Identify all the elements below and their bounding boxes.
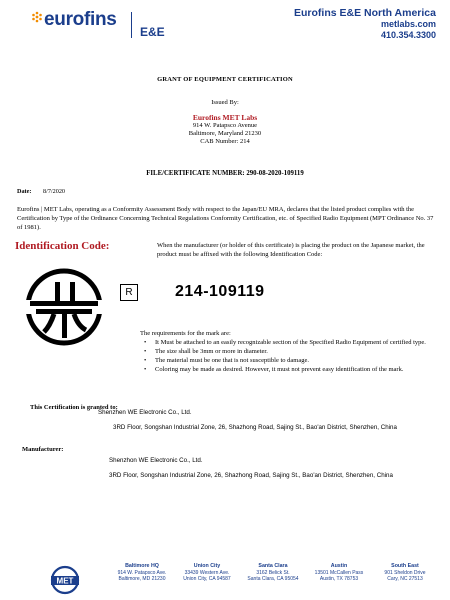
website-link[interactable]: metlabs.com bbox=[380, 19, 436, 29]
issuer-block bbox=[0, 114, 450, 146]
issuer-address1: 914 W. Patapsco Avenue bbox=[192, 122, 258, 129]
identification-heading: Identification Code: bbox=[15, 240, 110, 252]
office-south-east bbox=[370, 563, 440, 583]
office-baltimore bbox=[107, 563, 177, 583]
list-item: • Coloring may be made as desired. However, it must not prevent easy identification of the mark. bbox=[142, 365, 434, 374]
office-name: South East bbox=[391, 563, 419, 569]
issuer-address2: Baltimore, Maryland 21230 bbox=[188, 130, 262, 137]
header-contact bbox=[294, 8, 436, 41]
logo-divider bbox=[131, 12, 132, 38]
manufacturer-address: 3RD Floor, Songshan Industrial Zone, 26, Shazhong Road, Sajing St., Bao'an District, Shenzhen, China bbox=[109, 472, 393, 479]
office-line2: Baltimore, MD 21230 bbox=[118, 576, 166, 582]
issuer-name: Eurofins MET Labs bbox=[192, 113, 258, 122]
issuer-cab: CAB Number: 214 bbox=[200, 138, 250, 145]
office-austin bbox=[304, 563, 374, 583]
requirements-heading: The requirements for the mark are: bbox=[140, 330, 231, 337]
office-line2: Union City, CA 94587 bbox=[183, 576, 231, 582]
eurofins-logo-icon bbox=[31, 11, 43, 23]
met-logo-text: MET bbox=[56, 576, 74, 586]
office-union-city bbox=[172, 563, 242, 583]
office-line2: Austin, TX 78753 bbox=[319, 576, 359, 582]
office-line1: 13501 McCallen Pass bbox=[314, 569, 364, 576]
office-name: Union City bbox=[193, 563, 221, 569]
phone-number: 410.354.3300 bbox=[380, 30, 436, 40]
date-label: Date: bbox=[17, 188, 32, 195]
office-line2: Santa Clara, CA 95054 bbox=[247, 576, 299, 582]
met-logo-icon bbox=[48, 565, 82, 595]
office-line1: 3162 Belick St. bbox=[256, 569, 290, 576]
office-name: Santa Clara bbox=[258, 563, 288, 569]
document-title: GRANT OF EQUIPMENT CERTIFICATION bbox=[157, 76, 293, 83]
company-name: Eurofins E&E North America bbox=[294, 7, 436, 19]
office-name: Baltimore HQ bbox=[125, 563, 159, 569]
identification-code: 214-109119 bbox=[175, 283, 265, 300]
certificate-number: FILE/CERTIFICATE NUMBER: 290-08-2020-109119 bbox=[146, 170, 304, 177]
identification-text: When the manufacturer (or holder of this certificate) is placing the product on the Japanese market, the product must be affixed with the following Identification Code: bbox=[157, 242, 425, 258]
manufacturer-label: Manufacturer: bbox=[22, 446, 64, 453]
intro-paragraph: Eurofins | MET Labs, operating as a Conformity Assessment Body with respect to the Japan/EU MRA, declares that the listed product complies with the Certification by Type of the Ordinance Concerning Technical Regulations Conformity Certification, etc. of Specified Radio Equipment (MPT Ordinance No. 37 of 1981). bbox=[17, 206, 434, 231]
office-line1: 33439 Western Ave. bbox=[184, 569, 230, 576]
r-mark-box: R bbox=[120, 284, 138, 301]
list-item: • The material must be one that is not susceptible to damage. bbox=[142, 356, 434, 365]
giteki-mark-icon bbox=[20, 266, 108, 348]
office-name: Austin bbox=[330, 563, 348, 569]
office-line1: 901 Sheldon Drive bbox=[384, 569, 426, 576]
granted-to-name: Shenzhen WE Electronic Co., Ltd. bbox=[98, 409, 192, 416]
manufacturer-name: Shenzhon WE Electronic Co., Ltd. bbox=[109, 457, 203, 464]
granted-to-address: 3RD Floor, Songshan Industrial Zone, 26, Shazhong Road, Sajing St., Bao'an District, Shenzhen, China bbox=[113, 424, 397, 431]
office-line1: 914 W. Patapsco Ave. bbox=[117, 569, 167, 576]
brand-name: eurofins bbox=[44, 9, 117, 30]
list-item: • It Must be attached to an easily recognizable section of the Specified Radio Equipment of certified type. bbox=[142, 338, 434, 347]
office-line2: Cary, NC 27513 bbox=[387, 576, 423, 582]
office-santa-clara bbox=[238, 563, 308, 583]
list-item: • The size shall be 3mm or more in diameter. bbox=[142, 347, 434, 356]
granted-to-label: This Certification is granted to: bbox=[30, 404, 118, 411]
date-value: 8/7/2020 bbox=[43, 188, 66, 195]
issued-by-label: Issued By: bbox=[211, 99, 239, 106]
requirements-list bbox=[142, 338, 434, 374]
division-label: E&E bbox=[140, 25, 165, 39]
